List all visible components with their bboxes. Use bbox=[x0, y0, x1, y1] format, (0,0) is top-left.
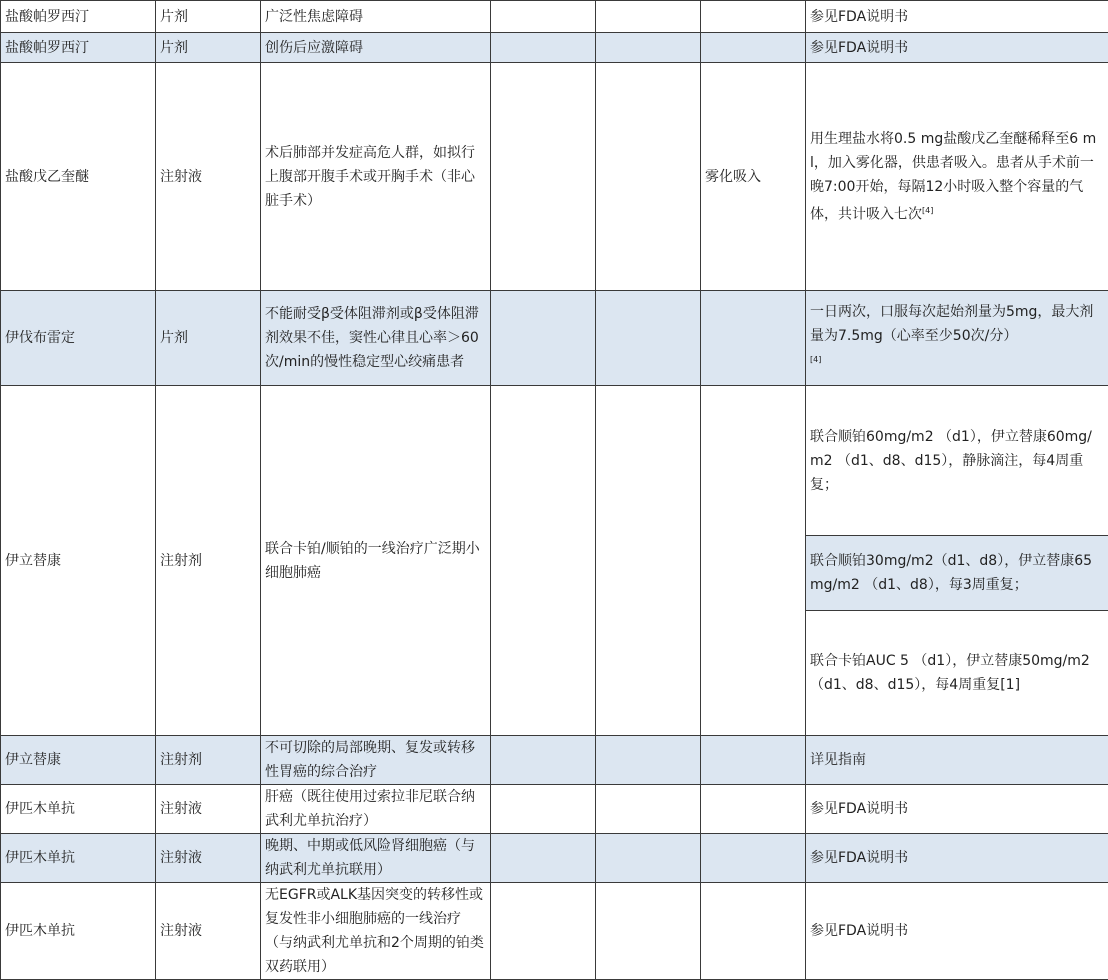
dosage-form: 片剂 bbox=[156, 1, 261, 33]
dosage: 参见FDA说明书 bbox=[806, 1, 1108, 33]
empty-cell bbox=[491, 63, 596, 291]
drug-name: 伊匹木单抗 bbox=[1, 834, 156, 883]
dosage: 参见FDA说明书 bbox=[806, 33, 1108, 63]
indication: 晚期、中期或低风险肾细胞癌（与纳武利尤单抗联用） bbox=[261, 834, 491, 883]
dosage-form: 注射剂 bbox=[156, 736, 261, 785]
drug-name: 伊匹木单抗 bbox=[1, 785, 156, 834]
dosage-option: 联合卡铂AUC 5 （d1），伊立替康50mg/m2 （d1、d8、d15），每4周重复[1] bbox=[806, 611, 1108, 736]
empty-cell bbox=[596, 291, 701, 386]
dosage-form: 注射液 bbox=[156, 834, 261, 883]
route bbox=[701, 33, 806, 63]
empty-cell bbox=[596, 785, 701, 834]
indication: 创伤后应激障碍 bbox=[261, 33, 491, 63]
table-row bbox=[1, 386, 1108, 536]
indication: 不能耐受β受体阻滞剂或β受体阻滞剂效果不佳，窦性心律且心率＞60次/min的慢性稳定型心绞痛患者 bbox=[261, 291, 491, 386]
dosage-form: 注射液 bbox=[156, 883, 261, 980]
drug-name: 伊伐布雷定 bbox=[1, 291, 156, 386]
empty-cell bbox=[596, 33, 701, 63]
dosage-form: 注射液 bbox=[156, 63, 261, 291]
dosage-option: 联合顺铂30mg/m2（d1、d8），伊立替康65mg/m2 （d1、d8），每3周重复； bbox=[806, 536, 1108, 611]
dosage-form: 注射液 bbox=[156, 785, 261, 834]
indication: 无EGFR或ALK基因突变的转移性或复发性非小细胞肺癌的一线治疗（与纳武利尤单抗和2个周期的铂类双药联用） bbox=[261, 883, 491, 980]
route bbox=[701, 386, 806, 736]
reference: [4] bbox=[810, 355, 821, 364]
drug-name: 伊立替康 bbox=[1, 736, 156, 785]
dosage-form: 片剂 bbox=[156, 291, 261, 386]
route bbox=[701, 1, 806, 33]
table-row bbox=[1, 736, 1108, 785]
empty-cell bbox=[596, 834, 701, 883]
empty-cell bbox=[596, 736, 701, 785]
dosage-option: 联合顺铂60mg/m2 （d1），伊立替康60mg/m2 （d1、d8、d15），静脉滴注，每4周重复； bbox=[806, 386, 1108, 536]
empty-cell bbox=[596, 386, 701, 736]
dosage bbox=[806, 63, 1108, 291]
dosage-text: 用生理盐水将0.5 mg盐酸戊乙奎醚稀释至6 ml，加入雾化器，供患者吸入。患者从手术前一晚7:00开始，每隔12小时吸入整个容量的气体，共计吸入七次 bbox=[810, 131, 1096, 223]
indication: 术后肺部并发症高危人群，如拟行上腹部开腹手术或开胸手术（非心脏手术） bbox=[261, 63, 491, 291]
route: 雾化吸入 bbox=[701, 63, 806, 291]
route bbox=[701, 291, 806, 386]
route bbox=[701, 883, 806, 980]
dosage-form: 片剂 bbox=[156, 33, 261, 63]
dosage: 详见指南 bbox=[806, 736, 1108, 785]
empty-cell bbox=[491, 386, 596, 736]
empty-cell bbox=[596, 63, 701, 291]
empty-cell bbox=[491, 1, 596, 33]
empty-cell bbox=[491, 785, 596, 834]
table-row bbox=[1, 291, 1108, 386]
empty-cell bbox=[491, 736, 596, 785]
route bbox=[701, 785, 806, 834]
route bbox=[701, 834, 806, 883]
drug-name: 伊立替康 bbox=[1, 386, 156, 736]
indication: 不可切除的局部晚期、复发或转移性胃癌的综合治疗 bbox=[261, 736, 491, 785]
empty-cell bbox=[491, 834, 596, 883]
dosage: 参见FDA说明书 bbox=[806, 834, 1108, 883]
empty-cell bbox=[596, 1, 701, 33]
dosage-text: 一日两次，口服每次起始剂量为5mg，最大剂量为7.5mg（心率至少50次/分） bbox=[810, 304, 1093, 344]
table-row bbox=[1, 1, 1108, 33]
drug-name: 盐酸帕罗西汀 bbox=[1, 33, 156, 63]
indication: 联合卡铂/顺铂的一线治疗广泛期小细胞肺癌 bbox=[261, 386, 491, 736]
drug-name: 盐酸帕罗西汀 bbox=[1, 1, 156, 33]
table-row bbox=[1, 785, 1108, 834]
table-row bbox=[1, 883, 1108, 980]
indication: 肝癌（既往使用过索拉非尼联合纳武利尤单抗治疗） bbox=[261, 785, 491, 834]
reference: [4] bbox=[922, 206, 933, 215]
indication: 广泛性焦虑障碍 bbox=[261, 1, 491, 33]
empty-cell bbox=[491, 291, 596, 386]
table-row bbox=[1, 834, 1108, 883]
drug-name: 伊匹木单抗 bbox=[1, 883, 156, 980]
table-row bbox=[1, 63, 1108, 291]
empty-cell bbox=[491, 883, 596, 980]
route bbox=[701, 736, 806, 785]
dosage-form: 注射剂 bbox=[156, 386, 261, 736]
dosage: 参见FDA说明书 bbox=[806, 883, 1108, 980]
dosage: 参见FDA说明书 bbox=[806, 785, 1108, 834]
empty-cell bbox=[491, 33, 596, 63]
dosage bbox=[806, 291, 1108, 386]
table-row bbox=[1, 33, 1108, 63]
empty-cell bbox=[596, 883, 701, 980]
drug-name: 盐酸戊乙奎醚 bbox=[1, 63, 156, 291]
